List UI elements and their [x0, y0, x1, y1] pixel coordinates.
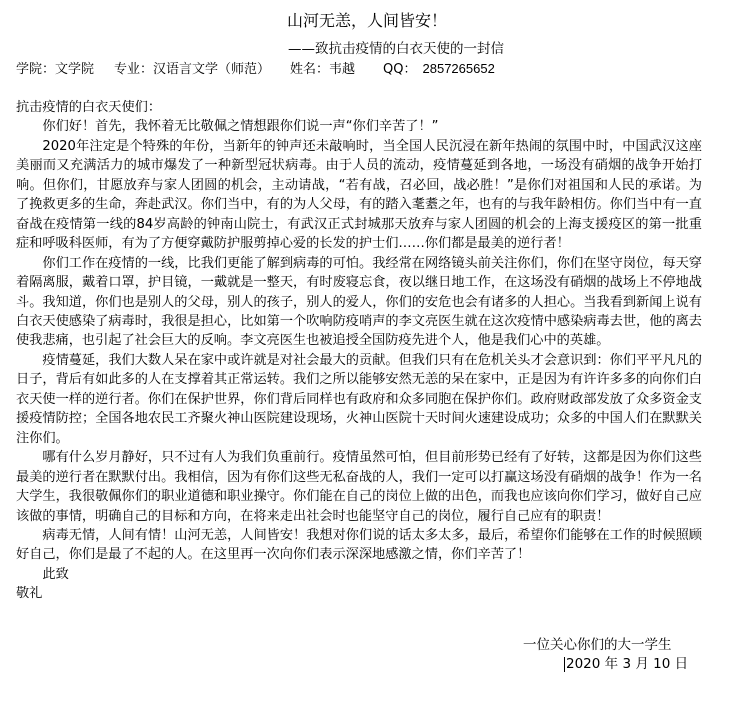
paragraph-4: 疫情蔓延，我们大数人呆在家中或许就是对社会最大的贡献。但我们只有在危机关头才会意识到：你们平平凡凡的日子，背后有如此多的人在支撑着其正常运转。我们之所以能够安然无恙的呆在家中，正是因为有许许多多的向你们白衣天使一样的逆行者。你们在保护世界，你们背后同样也有政府和众多同胞在保护你们。政府财政部发放了众多资金支援疫情防控；全国各地农民工齐聚火神山医院建设现场，火神山医院十天时间火速建设成功；众多的中国人们在默默关注你们。	[16, 352, 702, 446]
qq-number: 2857265652	[422, 61, 495, 76]
letter-date: 2020 年 3 月 10 日	[566, 656, 689, 672]
closing-line-2: 敬礼	[16, 586, 43, 602]
letter-body	[16, 98, 702, 604]
paragraph-3: 你们工作在疫情的一线，比我们更能了解到病毒的可怕。我经常在网络镜头前关注你们，你们在坚守岗位，每天穿着隔离服，戴着口罩，护目镜，一戴就是一整天，有时废寝忘食，夜以继日地工作，在这场没有硝烟的战场上不停地战斗。我知道，你们也是别人的父母，别人的孩子，别人的爱人，你们的安危也会有诸多的人担心。当我看到新闻上说有白衣天使感染了病毒时，我很是担心，比如第一个吹响防疫哨声的李文亮医生就在这次疫情中感染病毒去世，他的离去使我悲痛，也引起了社会巨大的反响。李文亮医生也被追授全国防疫先进个人，他是我们心中的英雄。	[16, 255, 702, 349]
qq-label: QQ：	[383, 62, 417, 77]
college-info: 学院：文学院	[16, 62, 95, 77]
signature: 一位关心你们的大一学生	[523, 637, 672, 653]
major-info: 专业：汉语言文学（师范）	[114, 62, 271, 77]
name-info: 姓名：韦越	[290, 62, 356, 77]
paragraph-2: 2020年注定是个特殊的年份，当新年的钟声还未敲响时，当全国人民沉浸在新年热闹的氛围中时，中国武汉这座美丽而又充满活力的城市爆发了一种新型冠状病毒。由于人员的流动，疫情蔓延到各地，一场没有硝烟的战争开始打响。但你们，甘愿放弃与家人团圆的机会，主动请战，“若有战，召必回，战必胜！”是你们对祖国和人民的承诺。为了挽救更多的生命，奔赴武汉。你们当中，有的为人父母，有的踏入耄耋之年，也有的与我年龄相仿。你们当中有一直奋战在疫情第一线的84岁高龄的钟南山院士，有武汉正式封城那天放弃与家人团圆的机会的上海支援疫区的第一批重症和呼吸科医师，有为了方便穿戴防护服剪掉心爱的长发的护士们……你们都是最美的逆行者！	[16, 138, 702, 252]
salutation: 抗击疫情的白衣天使们：	[16, 100, 162, 115]
paragraph-1: 你们好！首先，我怀着无比敬佩之情想跟你们说一声“你们辛苦了！”	[42, 119, 439, 135]
letter-title: 山河无恙，人间皆安！	[286, 11, 447, 30]
author-info	[16, 60, 495, 79]
paragraph-6: 病毒无情，人间有情！山河无恙，人间皆安！我想对你们说的话太多太多，最后，希望你们能够在工作的时候照顾好自己，你们是最了不起的人。在这里再一次向你们表示深深地感激之情，你们辛苦了！	[16, 527, 702, 563]
paragraph-5: 哪有什么岁月静好，只不过有人为我们负重前行。疫情虽然可怕，但目前形势已经有了好转，这都是因为你们这些最美的逆行者在默默付出。我相信，因为有你们这些无私奋战的人，我们一定可以打赢这场没有硝烟的战争！作为一名大学生，我很敬佩你们的职业道德和职业操守。你们能在自己的岗位上做的出色，而我也应该向你们学习，做好自己应该做的事情，明确自己的目标和方向，在将来走出社会时也能坚守自己的岗位，履行自己应有的职责！	[16, 450, 702, 524]
closing-line-1: 此致	[42, 566, 69, 582]
letter-subtitle: ——致抗击疫情的白衣天使的一封信	[288, 41, 504, 57]
